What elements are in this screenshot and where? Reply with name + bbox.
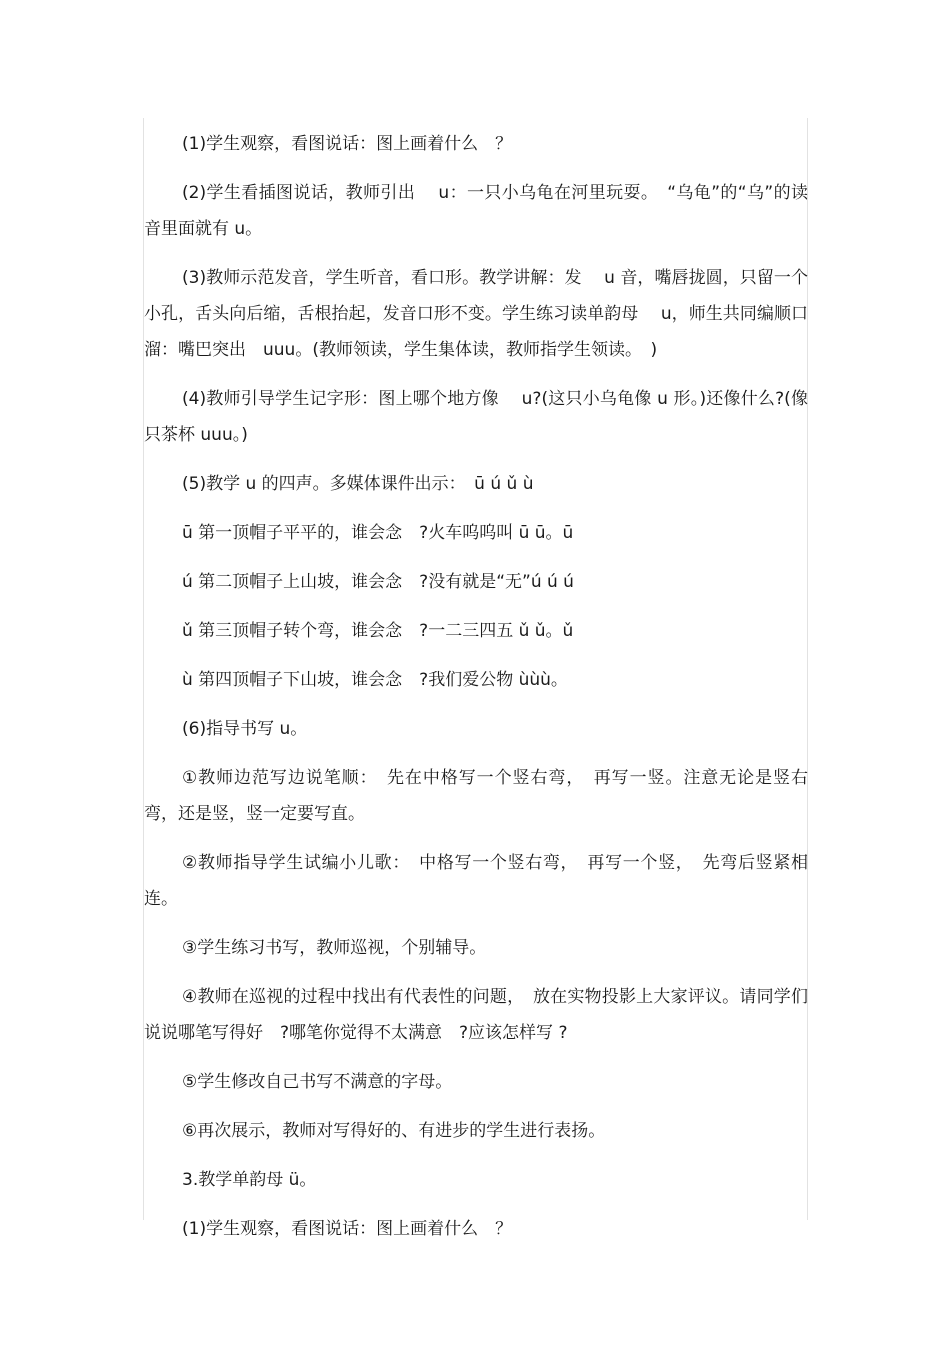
- paragraph: ū 第一顶帽子平平的，谁会念 ?火车呜呜叫 ū ū。ū: [182, 523, 574, 543]
- paragraph: ③学生练习书写，教师巡视，个别辅导。: [182, 938, 487, 958]
- paragraph: (2)学生看插图说话，教师引出 u：一只小乌龟在河里玩耍。 “乌龟”的“乌”的读音里面就有 u。: [144, 183, 808, 239]
- paragraph: ②教师指导学生试编小儿歌： 中格写一个竖右弯， 再写一个竖， 先弯后竖紧相连。: [144, 853, 808, 909]
- paragraph: 3.教学单韵母 ü。: [182, 1170, 317, 1190]
- paragraph: (5)教学 u 的四声。多媒体课件出示： ū ú ǔ ù: [182, 474, 534, 494]
- paragraph: ù 第四顶帽子下山坡，谁会念 ?我们爱公物 ùùù。: [182, 670, 568, 690]
- paragraph: ǔ 第三顶帽子转个弯，谁会念 ?一二三四五 ǔ ǔ。ǔ: [182, 621, 574, 641]
- paragraph: ⑥再次展示，教师对写得好的、有进步的学生进行表扬。: [182, 1121, 606, 1141]
- document-body: [144, 126, 808, 1260]
- paragraph: (3)教师示范发音，学生听音，看口形。教学讲解：发 u 音，嘴唇拢圆，只留一个小孔，舌头向后缩，舌根抬起，发音口形不变。学生练习读单韵母 u，师生共同编顺口溜：嘴巴突出 uuu。(教师领读，学生集体读，教师指学生领读。 ): [144, 268, 808, 360]
- paragraph: ①教师边范写边说笔顺： 先在中格写一个竖右弯， 再写一竖。注意无论是竖右弯，还是竖，竖一定要写直。: [144, 768, 808, 824]
- paragraph: ④教师在巡视的过程中找出有代表性的问题， 放在实物投影上大家评议。请同学们说说哪笔写得好 ?哪笔你觉得不太满意 ?应该怎样写 ?: [144, 987, 808, 1043]
- paragraph: (4)教师引导学生记字形：图上哪个地方像 u?(这只小乌龟像 u 形。)还像什么?(像只茶杯 uuu。): [144, 389, 808, 445]
- paragraph: ú 第二顶帽子上山坡，谁会念 ?没有就是“无”ú ú ú: [182, 572, 574, 592]
- paragraph: ⑤学生修改自己书写不满意的字母。: [182, 1072, 453, 1092]
- paragraph: (6)指导书写 u。: [182, 719, 308, 739]
- paragraph: (1)学生观察，看图说话：图上画着什么 ？: [182, 1219, 513, 1239]
- paragraph: (1)学生观察，看图说话：图上画着什么 ？: [182, 134, 513, 154]
